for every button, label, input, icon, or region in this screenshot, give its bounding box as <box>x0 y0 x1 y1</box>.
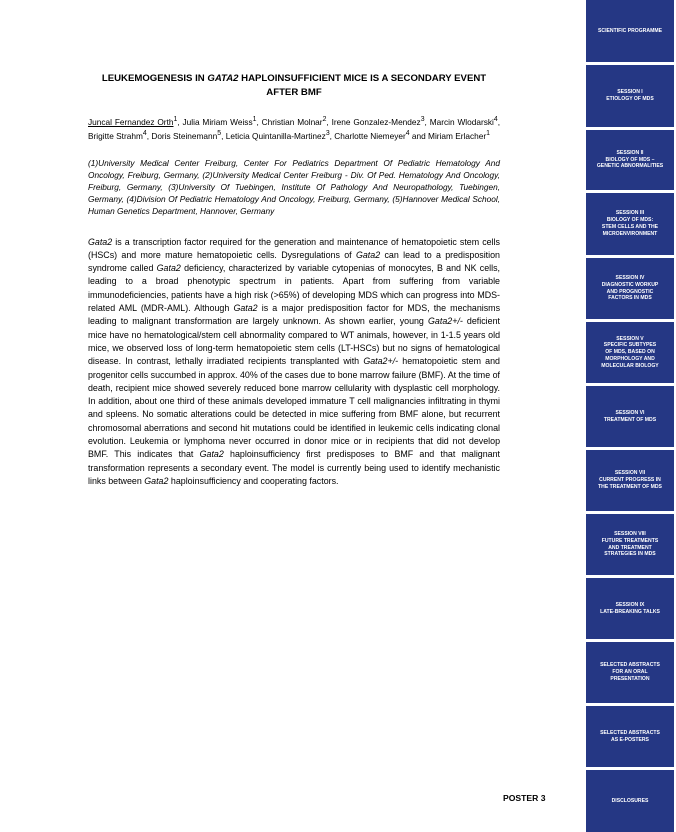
nav-item-label: SESSION IX LATE-BREAKING TALKS <box>600 601 660 615</box>
nav-item-label: SESSION VII CURRENT PROGRESS IN THE TREATMENT OF MDS <box>598 470 662 490</box>
nav-item-label: SESSION V SPECIFIC SUBTYPES OF MDS, BASED ON MORPHOLOGY AND MOLECULAR BIOLOGY <box>601 335 659 369</box>
first-author: Juncal Fernandez Orth <box>88 116 174 127</box>
nav-item-8[interactable] <box>586 450 674 511</box>
author-name: , Charlotte Niemeyer <box>329 130 406 141</box>
author-name: , Marcin Wlodarski <box>424 116 494 127</box>
nav-item-13[interactable] <box>586 770 674 832</box>
author-name: , Leticia Quintanilla-Martinez <box>221 130 326 141</box>
author-affiliation-number: 3 <box>325 129 330 137</box>
author-name: , Brigitte Strahm <box>88 116 501 141</box>
abstract-text: hematopoietic stem and progenitor cells succumbed in approx. 40% of the cases due to bone marrow failure (BMF). At the time of death, recipient mice showed severely reduced bone marrow cellularity with dysplastic cell morphology. In addition, about one third of these animals developed immature T cell malignancies infiltrating in thymi and spleens. No somatic alterations could be detected in mice suffering from BMF alone, but recurrent chromosomal aberrations and second hit mutations could be identified in leukemic cells indicating clonal evolution. Leukemia or lymphoma never occurred in donor mice or in recipients that did not develop BMF. This indicates that <box>88 356 500 460</box>
author-name: , Julia Miriam Weiss <box>177 116 253 127</box>
author-affiliation-number: 2 <box>322 116 327 123</box>
nav-item-label: SESSION II BIOLOGY OF MDS – GENETIC ABNORMALITIES <box>596 149 664 170</box>
nav-item-label: SESSION VIII FUTURE TREATMENTS AND TREATMENT STRATEGIES IN MDS <box>601 530 659 558</box>
author-affiliation-number: 1 <box>252 116 257 123</box>
nav-item-11[interactable] <box>586 642 674 703</box>
nav-item-label: SESSION I ETIOLOGY OF MDS <box>606 89 654 102</box>
author-affiliation-number: 4 <box>405 129 410 137</box>
nav-item-6[interactable] <box>586 322 674 383</box>
abstract-text: deficiency, characterized by variable cytopenias of monocytes, B and NK cells, leading to a broad phenotypic spectrum in patients. Apart from suffering from variable immunodeficiencies, patients have a high risk (>65%) of developing MDS which can progress into MDS-related AML (MDR-AML). Although <box>88 263 500 314</box>
gene-name: Gata2+/- <box>363 356 399 367</box>
title-gene-name: GATA2 <box>207 73 239 84</box>
abstract-text: is a transcription factor required for the generation and maintenance of hematopoietic stem cells (HSCs) and more mature hematopoietic cells. Dysregulations of <box>88 236 500 260</box>
nav-item-10[interactable] <box>586 578 674 639</box>
nav-item-1[interactable] <box>586 0 674 62</box>
abstract-text: can lead to a predisposition syndrome called <box>88 249 500 274</box>
first-author-affiliation: 1 <box>173 116 178 123</box>
author-name: , Irene Gonzalez-Mendez <box>326 116 421 127</box>
author-affiliation-number: 4 <box>493 116 498 123</box>
affiliations: (1)University Medical Center Freiburg, Center For Pediatrics Department Of Pediatric Hematology And Oncology, Freiburg, Germany, (2)University Medical Center Freiburg - Div. Of Ped. Hematology And Oncology, Freiburg, Germany, (3)University Of Tuebingen, Institute Of Pathology And Neuropathology, Tuebingen, Germany, (4)Division Of Pediatric Hematology And Oncology, Freiburg, Germany, (5)Hannover Medical School, Human Genetics Department, Hannover, Germany <box>88 157 500 216</box>
gene-name: Gata2 <box>144 475 169 486</box>
gene-name: Gata2+/- <box>428 316 463 327</box>
title-part-1: LEUKEMOGENESIS IN <box>101 73 208 84</box>
gene-name: Gata2 <box>233 303 258 314</box>
nav-item-5[interactable] <box>586 258 674 319</box>
author-list <box>88 114 500 142</box>
author-affiliation-number: 4 <box>142 129 147 137</box>
nav-item-label: SELECTED ABSTRACTS FOR AN ORAL PRESENTATION <box>600 662 660 682</box>
author-affiliation-number: 3 <box>420 116 425 123</box>
nav-item-label: SESSION VI TREATMENT OF MDS <box>603 409 657 423</box>
author-name: , Christian Molnar <box>256 116 323 127</box>
nav-item-12[interactable] <box>586 706 674 767</box>
abstract-text: is a major predisposition factor for MDS, the mechanisms leading to malignant transformation are largely unknown. As shown earlier, young <box>88 303 501 327</box>
author-affiliation-number: 1 <box>486 129 490 137</box>
gene-name: Gata2 <box>199 449 224 460</box>
gene-name: Gata2 <box>355 249 381 260</box>
title-part-2: HAPLOINSUFFICIENT MICE IS A SECONDARY EVENT <box>238 73 487 84</box>
abstract-title <box>88 72 500 100</box>
nav-item-2[interactable] <box>586 65 674 127</box>
nav-item-3[interactable] <box>586 130 674 190</box>
nav-item-label: DISCLOSURES <box>611 797 649 804</box>
title-part-3: AFTER BMF <box>266 87 322 98</box>
abstract-text: haploinsufficiency first predisposes to BMF and that malignant transformation represents a secondary event. The model is currently being used to identify mechanistic links between <box>88 449 501 486</box>
author-name: , Doris Steinemann <box>146 130 218 141</box>
gene-name: Gata2 <box>88 236 113 247</box>
nav-item-4[interactable] <box>586 193 674 255</box>
author-name: and Miriam Erlacher <box>409 130 487 141</box>
nav-item-label: SESSION IV DIAGNOSTIC WORKUP AND PROGNOSTIC FACTORS IN MDS <box>601 274 659 302</box>
sidebar-nav <box>586 0 674 832</box>
author-affiliation-number: 5 <box>217 129 222 137</box>
nav-item-label: SCIENTIFIC PROGRAMME <box>598 27 662 34</box>
abstract-page-content <box>88 72 500 488</box>
nav-item-9[interactable] <box>586 514 674 575</box>
poster-label: POSTER 3 <box>503 793 546 803</box>
abstract-body <box>88 236 500 489</box>
nav-item-label: SESSION III BIOLOGY OF MDS: STEM CELLS AND THE MICROENVIRONMENT <box>601 210 659 237</box>
nav-item-label: SELECTED ABSTRACTS AS E-POSTERS <box>600 729 660 743</box>
abstract-text: deficient mice have no hematological/stem cell abnormality compared to WT animals, however, in 1-1.5 years old mice, we observed loss of long-term hematopoietic stem cells (LT-HSCs) but no signs of hematological disease. In contrast, lethally irradiated recipients transplanted with <box>88 316 500 367</box>
abstract-text: haploinsufficiency and cooperating factors. <box>168 475 339 486</box>
gene-name: Gata2 <box>156 263 181 274</box>
nav-item-7[interactable] <box>586 386 674 447</box>
